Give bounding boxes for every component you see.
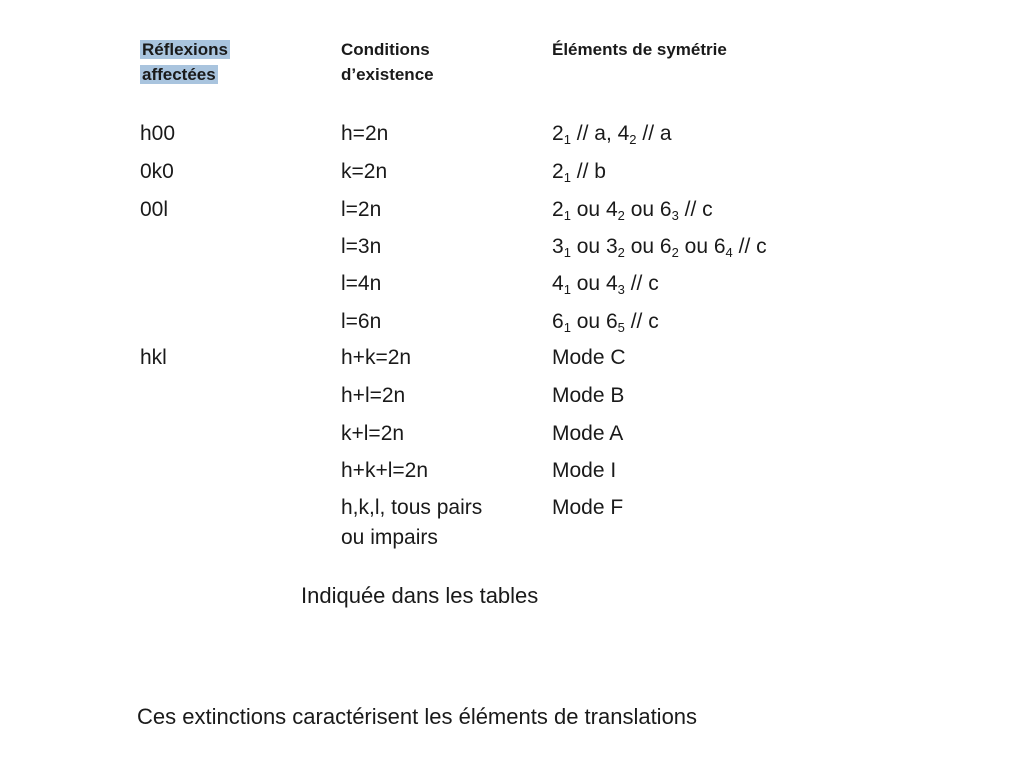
symmetry-subscript: 2 bbox=[617, 245, 625, 260]
symmetry-text: ou 6 bbox=[624, 235, 672, 258]
symmetry-text: 6 bbox=[552, 310, 564, 333]
symmetry-part bbox=[552, 346, 626, 369]
symmetry-part bbox=[552, 272, 571, 295]
header-conditions-line2: d’existence bbox=[341, 65, 434, 84]
header-conditions bbox=[341, 37, 434, 87]
symmetry-part bbox=[571, 272, 625, 295]
symmetry-part bbox=[552, 422, 623, 445]
condition-cell: h=2n bbox=[341, 122, 389, 145]
symmetry-cell bbox=[552, 495, 623, 521]
reflexion-cell: h00 bbox=[140, 122, 176, 145]
symmetry-part bbox=[625, 272, 659, 295]
symmetry-text: Mode B bbox=[552, 384, 625, 407]
condition-cell: h+k+l=2n bbox=[341, 459, 428, 482]
symmetry-text: ou 6 bbox=[678, 235, 726, 258]
symmetry-part bbox=[733, 235, 767, 258]
condition-line: ou impairs bbox=[341, 526, 438, 549]
condition-cell: k+l=2n bbox=[341, 422, 405, 445]
symmetry-part bbox=[625, 310, 659, 333]
header-reflexions-line1: Réflexions bbox=[142, 40, 228, 59]
symmetry-text: // c bbox=[624, 310, 659, 333]
symmetry-text: Mode C bbox=[552, 346, 626, 369]
condition-cell: h+k=2n bbox=[341, 346, 412, 369]
condition-cell: l=4n bbox=[341, 272, 382, 295]
symmetry-part bbox=[571, 122, 637, 145]
symmetry-subscript: 1 bbox=[563, 132, 571, 147]
header-elements-line1: Éléments de symétrie bbox=[552, 40, 727, 59]
symmetry-subscript: 2 bbox=[671, 245, 679, 260]
symmetry-part bbox=[571, 198, 625, 221]
symmetry-text: // c bbox=[732, 235, 767, 258]
symmetry-text: 2 bbox=[552, 160, 564, 183]
symmetry-part bbox=[552, 496, 623, 519]
symmetry-text: Mode A bbox=[552, 422, 624, 445]
header-reflexions-line2: affectées bbox=[142, 65, 216, 84]
header-conditions-line1: Conditions bbox=[341, 40, 430, 59]
symmetry-part bbox=[637, 122, 672, 145]
symmetry-part bbox=[552, 310, 571, 333]
symmetry-subscript: 1 bbox=[563, 170, 571, 185]
symmetry-subscript: 2 bbox=[617, 208, 625, 223]
reflexion-cell: 0k0 bbox=[140, 160, 174, 183]
symmetry-cell bbox=[552, 421, 623, 447]
condition-cell: l=3n bbox=[341, 235, 382, 258]
symmetry-cell bbox=[552, 121, 672, 147]
symmetry-cell bbox=[552, 197, 713, 223]
symmetry-cell bbox=[552, 234, 767, 260]
symmetry-text: Mode F bbox=[552, 496, 624, 519]
note-extinctions: Ces extinctions caractérisent les éléments de translations bbox=[137, 704, 698, 729]
symmetry-subscript: 1 bbox=[563, 320, 571, 335]
symmetry-text: // c bbox=[624, 272, 659, 295]
symmetry-part bbox=[571, 160, 606, 183]
condition-cell: l=6n bbox=[341, 310, 382, 333]
symmetry-cell bbox=[552, 383, 624, 409]
symmetry-text: ou 6 bbox=[624, 198, 672, 221]
symmetry-text: ou 4 bbox=[570, 198, 618, 221]
symmetry-subscript: 2 bbox=[629, 132, 637, 147]
symmetry-subscript: 4 bbox=[725, 245, 733, 260]
symmetry-text: 2 bbox=[552, 122, 564, 145]
symmetry-part bbox=[571, 235, 625, 258]
condition-cell bbox=[341, 493, 482, 553]
symmetry-part bbox=[552, 122, 571, 145]
symmetry-part bbox=[552, 384, 624, 407]
symmetry-part bbox=[571, 310, 625, 333]
symmetry-cell bbox=[552, 309, 659, 335]
symmetry-text: // a, 4 bbox=[570, 122, 630, 145]
symmetry-cell bbox=[552, 458, 616, 484]
symmetry-text: // b bbox=[570, 160, 606, 183]
note-tables: Indiquée dans les tables bbox=[301, 583, 539, 608]
symmetry-part bbox=[625, 235, 679, 258]
symmetry-cell bbox=[552, 159, 606, 185]
symmetry-part bbox=[552, 459, 616, 482]
symmetry-text: ou 6 bbox=[570, 310, 618, 333]
symmetry-cell bbox=[552, 271, 659, 297]
symmetry-cell bbox=[552, 345, 626, 371]
symmetry-part bbox=[679, 198, 713, 221]
condition-cell: k=2n bbox=[341, 160, 388, 183]
symmetry-subscript: 3 bbox=[671, 208, 679, 223]
symmetry-text: ou 4 bbox=[570, 272, 618, 295]
reflexion-cell: hkl bbox=[140, 346, 167, 369]
symmetry-text: ou 3 bbox=[570, 235, 618, 258]
condition-line: h,k,l, tous pairs bbox=[341, 496, 483, 519]
symmetry-text: Mode I bbox=[552, 459, 617, 482]
symmetry-subscript: 1 bbox=[563, 208, 571, 223]
header-elements bbox=[552, 37, 727, 62]
symmetry-subscript: 5 bbox=[617, 320, 625, 335]
header-reflexions bbox=[140, 37, 230, 87]
symmetry-text: 4 bbox=[552, 272, 564, 295]
symmetry-subscript: 1 bbox=[563, 245, 571, 260]
symmetry-part bbox=[552, 198, 571, 221]
reflexion-cell: 00l bbox=[140, 198, 169, 221]
symmetry-part bbox=[552, 160, 571, 183]
symmetry-subscript: 1 bbox=[563, 282, 571, 297]
symmetry-subscript: 3 bbox=[617, 282, 625, 297]
symmetry-text: 3 bbox=[552, 235, 564, 258]
condition-cell: l=2n bbox=[341, 198, 382, 221]
symmetry-text: 2 bbox=[552, 198, 564, 221]
symmetry-part bbox=[552, 235, 571, 258]
condition-cell: h+l=2n bbox=[341, 384, 406, 407]
symmetry-part bbox=[679, 235, 733, 258]
symmetry-text: // a bbox=[636, 122, 672, 145]
symmetry-part bbox=[625, 198, 679, 221]
symmetry-text: // c bbox=[678, 198, 713, 221]
